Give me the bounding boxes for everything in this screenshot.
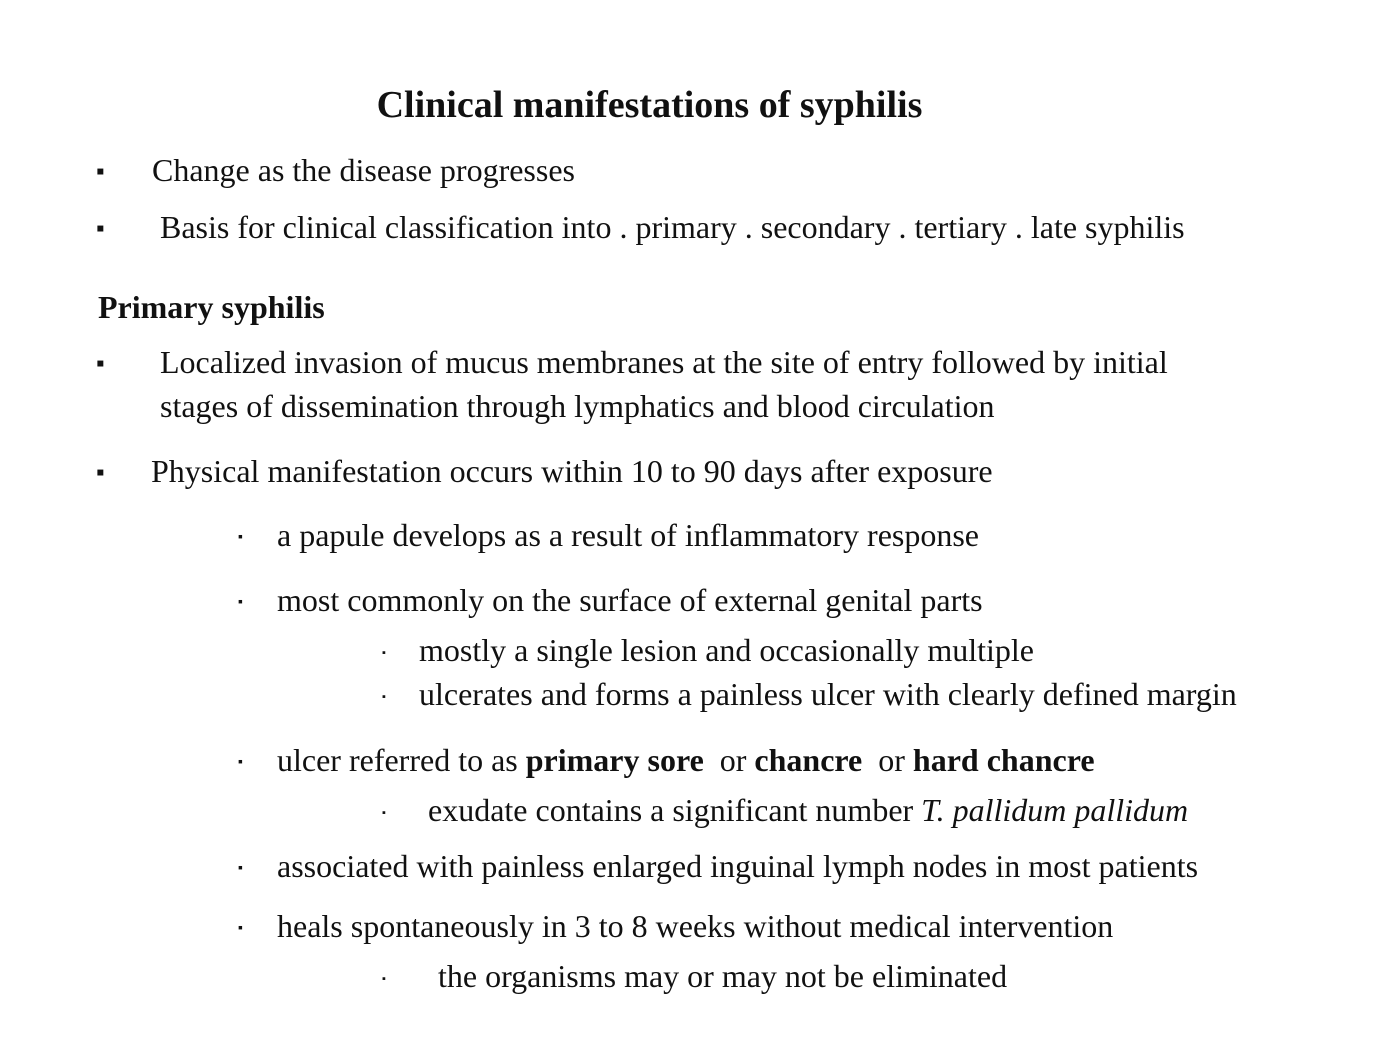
ulcer-referred-or-2: or (862, 742, 913, 778)
term-primary-sore: primary sore (525, 742, 704, 778)
bullet-marker: ▪ (96, 351, 105, 377)
subbullet-associated: associated with painless enlarged inguinal lymph nodes in most patients (277, 848, 1199, 884)
bullet-physical-manifestation: Physical manifestation occurs within 10 to 90 days after exposure (151, 453, 993, 489)
bullet-marker: ▪ (238, 530, 243, 545)
bullet-localized-invasion-line2: stages of dissemination through lymphatics and blood circulation (160, 388, 995, 424)
ulcer-referred-or-1: or (703, 742, 755, 778)
bullet-marker: ▪ (238, 921, 243, 936)
bullet-marker: ▪ (382, 807, 386, 819)
term-hard-chancre: hard chancre (912, 742, 1095, 778)
bullet-marker: ▪ (382, 647, 386, 659)
bullet-marker: ▪ (238, 755, 243, 770)
bullet-marker: ▪ (96, 159, 105, 185)
bullet-marker: ▪ (382, 691, 386, 703)
subbullet-papule: a papule develops as a result of inflammatory response (277, 517, 979, 553)
organism-name: T. pallidum pallidum (921, 792, 1189, 828)
bullet-marker: ▪ (96, 216, 105, 242)
subbullet-most-commonly: most commonly on the surface of external genital parts (277, 582, 983, 618)
bullet-marker: ▪ (238, 861, 243, 876)
ulcer-referred-prefix: ulcer referred to as (277, 742, 526, 778)
bullet-localized-invasion-line1: Localized invasion of mucus membranes at the site of entry followed by initial (160, 344, 1168, 380)
exudate-prefix: exudate contains a significant number (428, 792, 922, 828)
subsubbullet-organisms: the organisms may or may not be eliminated (438, 958, 1008, 994)
bullet-marker: ▪ (382, 973, 386, 985)
term-chancre: chancre (754, 742, 863, 778)
subsubbullet-exudate (428, 788, 1188, 832)
slide-title: Clinical manifestations of syphilis (376, 84, 923, 126)
section-heading-primary-syphilis: Primary syphilis (98, 289, 325, 325)
subbullet-heals: heals spontaneously in 3 to 8 weeks without medical intervention (277, 908, 1114, 944)
bullet-classification: Basis for clinical classification into . primary . secondary . tertiary . late syphilis (160, 209, 1185, 245)
subbullet-ulcer-referred (277, 738, 1095, 782)
subsubbullet-ulcerates: ulcerates and forms a painless ulcer with clearly defined margin (419, 676, 1237, 712)
bullet-change-progresses: Change as the disease progresses (152, 152, 575, 188)
subsubbullet-single-lesion: mostly a single lesion and occasionally multiple (419, 632, 1034, 668)
bullet-marker: ▪ (96, 460, 105, 486)
bullet-marker: ▪ (238, 595, 243, 610)
